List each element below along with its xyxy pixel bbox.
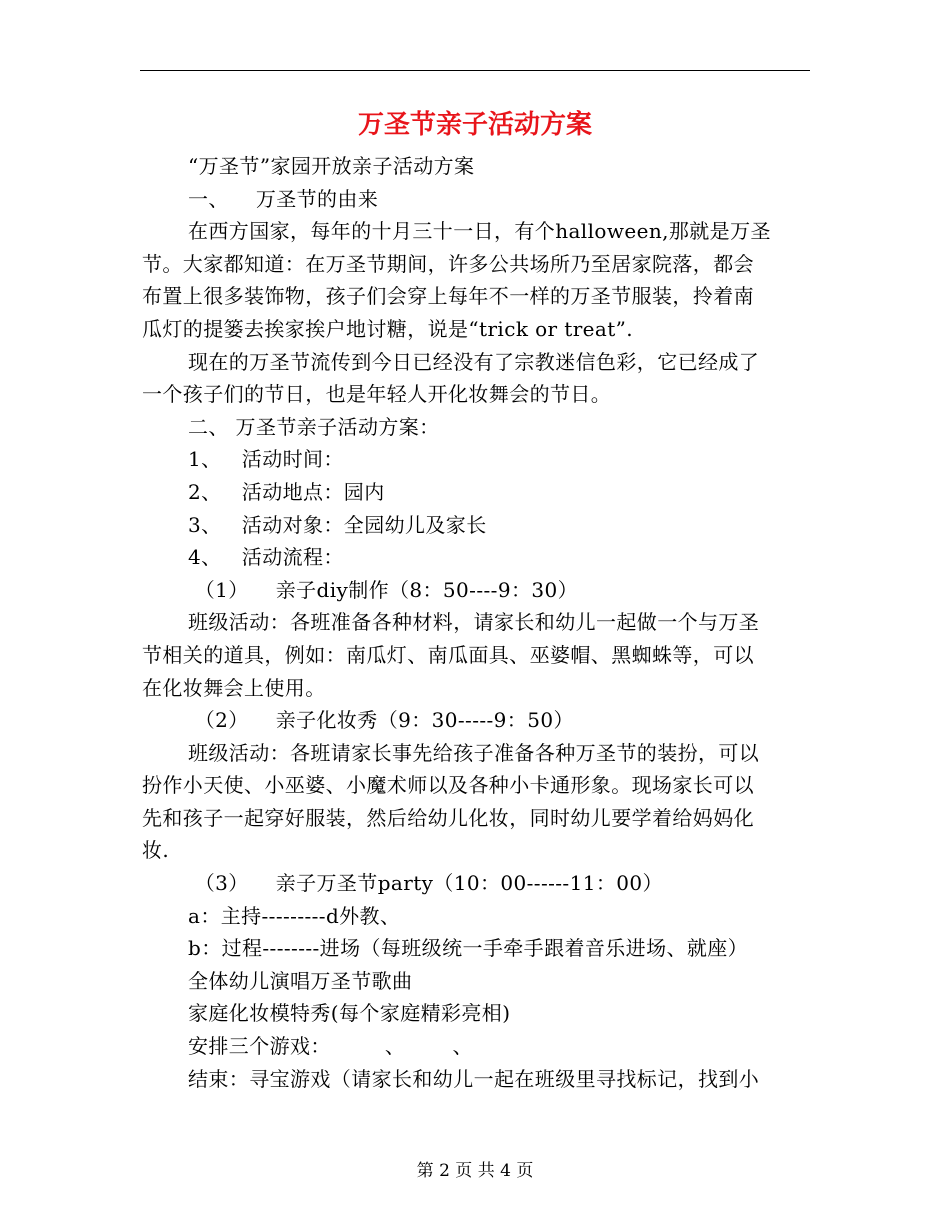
sub-item-heading: （2） 亲子化妆秀（9：30-----9：50） [188,708,574,733]
paragraph-line: 布置上很多装饰物，孩子们会穿上每年不一样的万圣节服装，拎着南 [142,284,754,309]
sub-item-heading: （3） 亲子万圣节party（10：00------11：00） [188,871,663,896]
page-number: 第 2 页 共 4 页 [416,1161,534,1181]
section-heading: 一、 万圣节的由来 [188,186,379,211]
section-heading: 二、 万圣节亲子活动方案： [188,414,440,439]
paragraph-line: 家庭化妆模特秀(每个家庭精彩亮相) [188,1001,511,1026]
list-item: 3、 活动对象：全园幼儿及家长 [188,512,487,537]
paragraph-line: 在西方国家，每年的十月三十一日，有个halloween,那就是万圣 [188,219,771,244]
sub-item-heading: （1） 亲子diy制作（8：50----9：30） [188,577,578,602]
paragraph-line: 全体幼儿演唱万圣节歌曲 [188,968,413,993]
paragraph-line: 先和孩子一起穿好服装，然后给幼儿化妆，同时幼儿要学着给妈妈化 [142,805,754,830]
paragraph-line: 妆. [142,838,170,863]
paragraph-line: 一个孩子们的节日，也是年轻人开化妆舞会的节日。 [142,382,612,407]
paragraph-line: b：过程--------进场（每班级统一手牵手跟着音乐进场、就座） [188,936,749,961]
paragraph-line: 结束：寻宝游戏（请家长和幼儿一起在班级里寻找标记，找到小 [188,1066,760,1091]
paragraph-line: 瓜灯的提篓去挨家挨户地讨糖，说是“trick or treat”. [142,316,634,341]
document-body [142,150,806,1095]
paragraph-line: 扮作小天使、小巫婆、小魔术师以及各种小卡通形象。现场家长可以 [142,773,754,798]
paragraph-line: 现在的万圣节流传到今日已经没有了宗教迷信色彩，它已经成了 [188,349,760,374]
paragraph-line: 节。大家都知道：在万圣节期间，许多公共场所乃至居家院落，都会 [142,251,754,276]
subtitle-line: “万圣节”家园开放亲子活动方案 [188,154,475,178]
list-item: 2、 活动地点：园内 [188,479,385,504]
paragraph-line: 班级活动：各班请家长事先给孩子准备各种万圣节的装扮，可以 [188,740,760,765]
paragraph-line: a：主持---------d外教、 [188,903,401,928]
paragraph-line: 节相关的道具，例如：南瓜灯、南瓜面具、巫婆帽、黑蜘蛛等，可以 [142,642,754,667]
list-item: 4、 活动流程： [188,545,344,570]
paragraph-line: 在化妆舞会上使用。 [142,675,326,700]
list-item: 1、 活动时间： [188,447,344,472]
document-title: 万圣节亲子活动方案 [357,110,592,140]
paragraph-line: 班级活动：各班准备各种材料，请家长和幼儿一起做一个与万圣 [188,610,760,635]
paragraph-line: 安排三个游戏： 、 、 [188,1034,473,1059]
header-rule [140,70,810,71]
